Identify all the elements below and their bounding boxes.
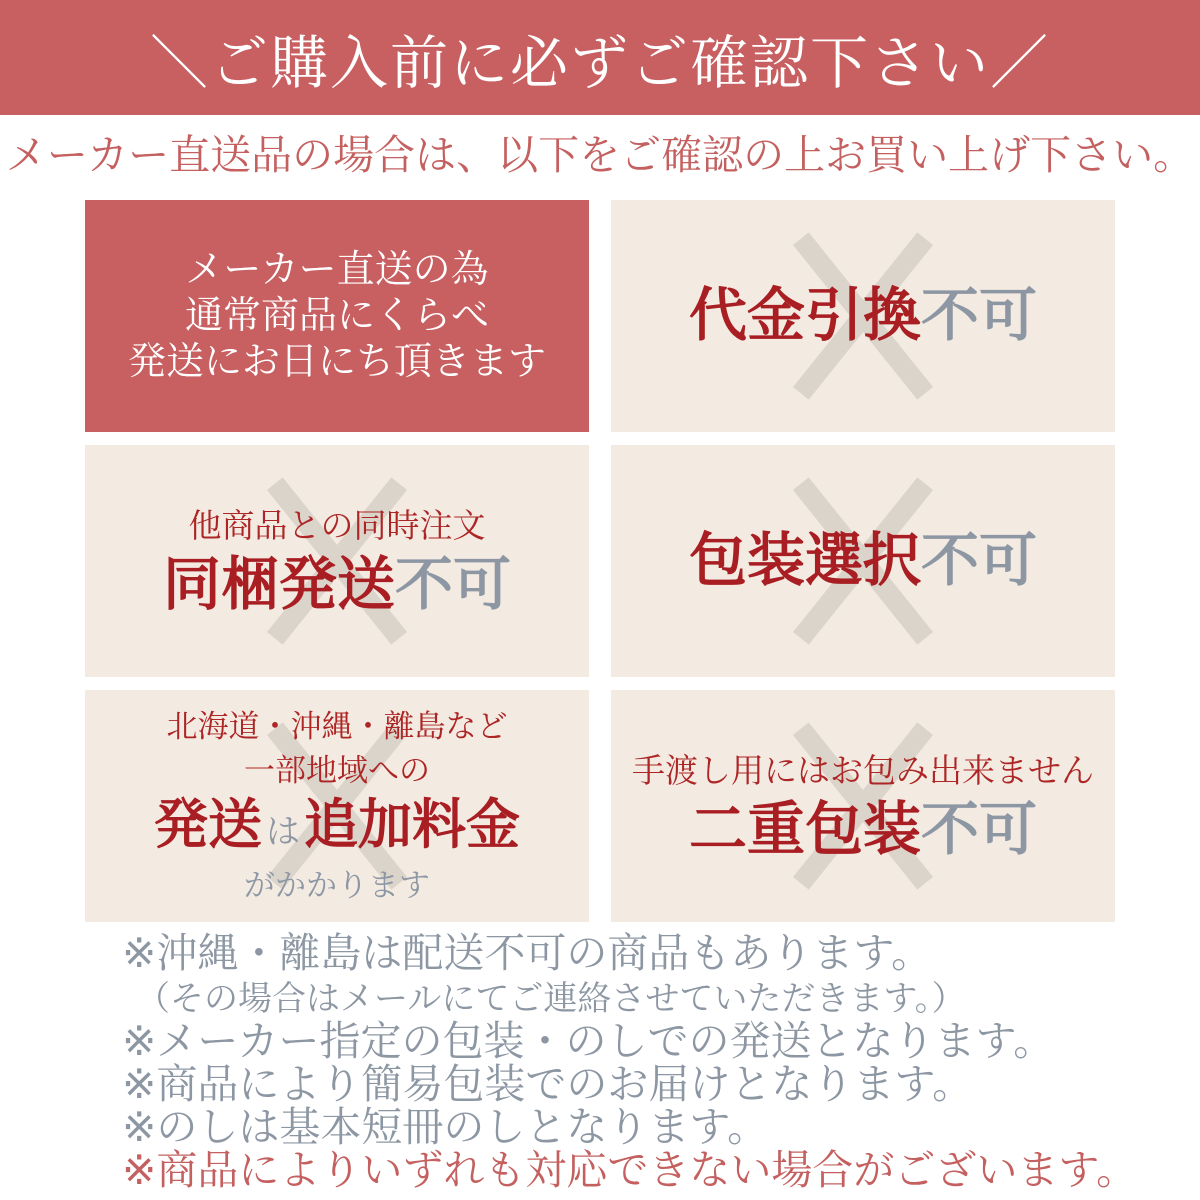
card-double-wrapping-not-available — [611, 690, 1115, 922]
page-title: ＼ご購入前に必ずご確認下さい／ — [0, 0, 1200, 115]
card-headline — [689, 795, 1037, 865]
double-wrapping-label: 二重包装 — [688, 797, 921, 862]
notice-cards-grid — [85, 200, 1115, 922]
card-headline — [689, 281, 1037, 351]
note-line: ※沖縄・離島は配送不可の商品もあります。 — [122, 930, 933, 976]
not-available-label: 不可 — [921, 528, 1038, 593]
card-line: 通常商品にくらべ — [184, 295, 489, 337]
card-line: 発送にお日にち頂きます — [127, 341, 546, 383]
card-subnote: がかかります — [244, 867, 430, 903]
note-line: ※メーカー指定の包装・のしでの発送となります。 — [122, 1018, 1055, 1064]
cod-label: 代金引換 — [688, 283, 921, 348]
card-direct-shipping-lead-time — [85, 200, 589, 432]
not-available-label: 不可 — [921, 797, 1038, 862]
card-subnote: 一部地域への — [244, 752, 430, 788]
card-headline — [689, 526, 1037, 596]
wrapping-selection-label: 包装選択 — [688, 528, 921, 593]
card-remote-area-surcharge — [85, 690, 589, 922]
card-subnote: 手渡し用にはお包み出来ません — [632, 752, 1094, 789]
note-line-warning: ※商品によりいずれも対応できない場合がございます。 — [122, 1147, 1138, 1193]
card-cod-not-available — [611, 200, 1115, 432]
not-available-label: 不可 — [921, 283, 1038, 348]
card-headline — [163, 550, 511, 620]
card-subnote: 北海道・沖縄・離島など — [166, 708, 508, 744]
card-wrapping-selection-not-available — [611, 445, 1115, 677]
card-headline — [154, 793, 520, 864]
card-line: メーカー直送の為 — [185, 249, 489, 291]
card-bundled-shipping-not-available — [85, 445, 589, 677]
particle-label: は — [266, 812, 300, 851]
card-subnote: 他商品との同時注文 — [188, 507, 486, 544]
note-line: ※商品により簡易包装でのお届けとなります。 — [122, 1061, 974, 1107]
note-line: ※のしは基本短冊のしとなります。 — [122, 1104, 769, 1150]
notes-list — [122, 928, 1182, 1192]
bundled-shipping-label: 同梱発送 — [162, 552, 395, 617]
intro-note: メーカー直送品の場合は、以下をご確認の上お買い上げ下さい。 — [5, 132, 1195, 178]
not-available-label: 不可 — [395, 552, 512, 617]
note-line: （その場合はメールにてご連絡させていただきます。） — [136, 980, 966, 1018]
surcharge-label: 追加料金 — [304, 794, 520, 855]
shipping-label: 発送 — [154, 794, 262, 855]
